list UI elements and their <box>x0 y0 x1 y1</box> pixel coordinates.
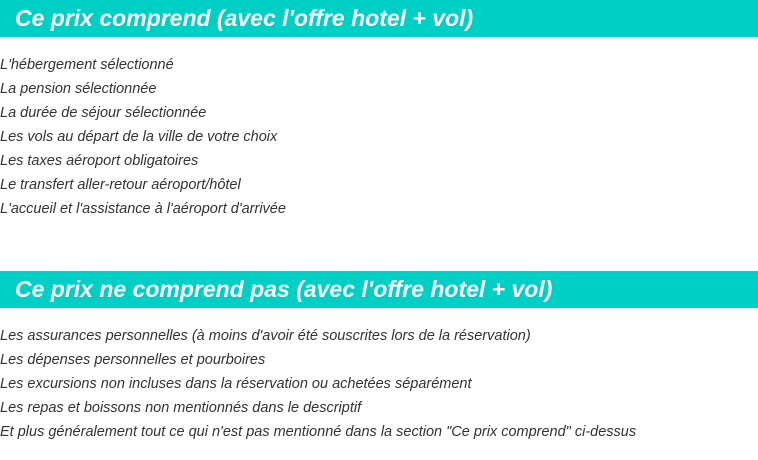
price-includes-heading: Ce prix comprend (avec l'offre hotel + vol) <box>0 0 758 37</box>
list-item: Les dépenses personnelles et pourboires <box>0 352 266 368</box>
price-excludes-heading: Ce prix ne comprend pas (avec l'offre hotel + vol) <box>0 271 758 308</box>
list-item: Les repas et boissons non mentionnés dans le descriptif <box>0 400 362 416</box>
list-item: Les assurances personnelles (à moins d'avoir été souscrites lors de la réservation) <box>0 328 531 344</box>
price-excludes-list <box>0 324 758 444</box>
price-includes-section <box>0 0 758 221</box>
price-includes-list <box>0 53 758 221</box>
list-item: La durée de séjour sélectionnée <box>0 105 207 121</box>
list-item: La pension sélectionnée <box>0 81 157 97</box>
list-item: L'accueil et l'assistance à l'aéroport d'arrivée <box>0 201 286 217</box>
list-item: Et plus généralement tout ce qui n'est pas mentionné dans la section "Ce prix comprend" ci-dessus <box>0 424 637 440</box>
list-item: L'hébergement sélectionné <box>0 57 174 73</box>
list-item: Les vols au départ de la ville de votre choix <box>0 129 278 145</box>
price-excludes-section <box>0 271 758 444</box>
list-item: Le transfert aller-retour aéroport/hôtel <box>0 177 241 193</box>
list-item: Les excursions non incluses dans la réservation ou achetées séparément <box>0 376 472 392</box>
list-item: Les taxes aéroport obligatoires <box>0 153 199 169</box>
